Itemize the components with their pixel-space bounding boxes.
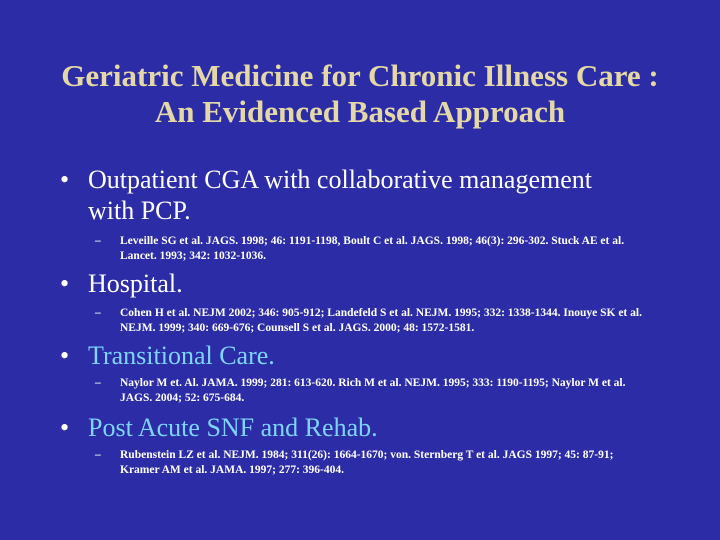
bullet-marker: • [60,269,70,298]
bullet-text-line-1: Post Acute SNF and Rehab. [88,413,378,442]
reference-line-1: Cohen H et al. NEJM 2002; 346: 905-912; Landefeld S et al. NEJM. 1995; 332: 1338-1344. Inouye SK et al. [120,307,642,319]
bullet-text-line-2: with PCP. [88,196,191,225]
bullet-text-line-1: Transitional Care. [88,341,275,370]
reference-hospital [95,306,655,336]
bullet-marker: • [60,413,70,442]
reference-line-1: Rubenstein LZ et al. NEJM. 1984; 311(26): 1664-1670; von. Sternberg T et al. JAGS 1997; 45: 87-91; [120,449,614,461]
reference-dash: – [95,377,101,389]
reference-line-1: Leveille SG et al. JAGS. 1998; 46: 1191-1198, Boult C et al. JAGS. 1998; 46(3): 296-302. Stuck AE et al. [120,235,625,247]
bullet-marker: • [60,341,70,370]
reference-line-2: JAGS. 2004; 52: 675-684. [120,392,245,404]
reference-dash: – [95,307,101,319]
reference-dash: – [95,235,101,247]
bullet-transitional-care [60,340,680,371]
reference-outpatient-cga [95,234,655,264]
bullet-outpatient-cga [60,164,680,226]
reference-line-1: Naylor M et. Al. JAMA. 1999; 281: 613-620. Rich M et al. NEJM. 1995; 333: 1190-1195; Naylor M et al. [120,377,626,389]
reference-line-2: Lancet. 1993; 342: 1032-1036. [120,250,266,262]
bullet-text-line-1: Hospital. [88,269,183,298]
reference-line-2: NEJM. 1999; 340: 669-676; Counsell S et al. JAGS. 2000; 48: 1572-1581. [120,322,475,334]
reference-dash: – [95,449,101,461]
bullet-post-acute-snf [60,412,680,443]
slide-title [0,58,720,130]
reference-post-acute-snf [95,448,655,478]
bullet-marker: • [60,165,70,194]
title-line-1: Geriatric Medicine for Chronic Illness Care : [61,58,659,93]
reference-transitional-care [95,376,655,406]
title-line-2: An Evidenced Based Approach [154,94,566,129]
bullet-hospital [60,268,680,299]
reference-line-2: Kramer AM et al. JAMA. 1997; 277: 396-404. [120,464,344,476]
bullet-text-line-1: Outpatient CGA with collaborative management [88,165,592,194]
